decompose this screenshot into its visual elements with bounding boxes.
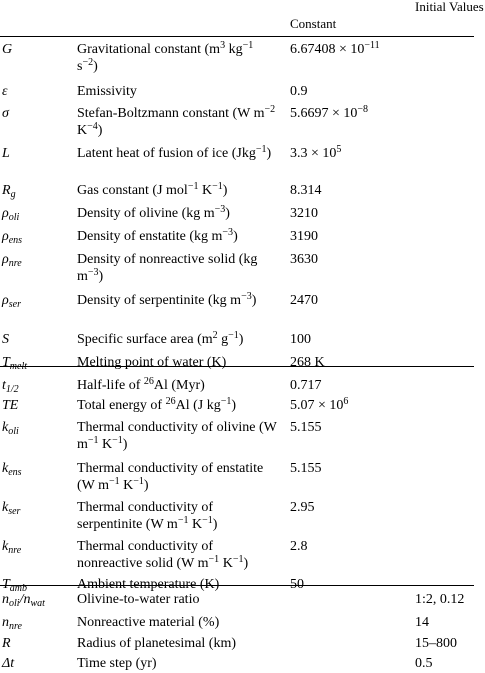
symbol-cell: $\rho_{oli}$ (2, 206, 20, 223)
description-cell: Latent heat of fusion of ice (Jkg$^{-1}$) (77, 144, 272, 161)
constant-cell: 268 K (290, 355, 325, 370)
description-cell: Thermal conductivity of olivine (W $m^{-1}$ $K^{-1}$) (77, 420, 277, 452)
symbol-cell: ε (2, 84, 8, 99)
description-cell: Stefan-Boltzmann constant (W $m^{-2}$ $K^{-4}$) (77, 104, 276, 138)
constant-cell: 3210 (290, 206, 318, 221)
constant-cell: $3.3 \times 10^5$ (290, 144, 342, 161)
header-initial-values: Initial Values (415, 0, 484, 14)
symbol-cell: $k_{ens}$ (2, 461, 22, 478)
symbol-cell: $n_{oli}/n_{wat}$ (2, 592, 45, 609)
constant-cell: 0.717 (290, 378, 322, 393)
constant-cell: $6.67408 \times 10^{-11}$ (290, 40, 380, 57)
constant-cell: 5.155 (290, 420, 322, 435)
constant-cell: $5.6697 \times 10^{-8}$ (290, 104, 369, 121)
initial-value-cell: 1:2, 0.12 (415, 592, 465, 607)
description-cell: Density of enstatite (kg $m^{-3}$) (77, 227, 238, 244)
description-cell: Density of olivine (kg $m^{-3}$) (77, 204, 230, 221)
symbol-cell: $T_{melt}$ (2, 355, 28, 372)
symbol-cell: $R_g$ (2, 183, 16, 200)
header-constant: Constant (290, 16, 337, 31)
constant-cell: 5.155 (290, 461, 322, 476)
symbol-cell: R (2, 636, 11, 651)
symbol-cell: $T_{amb}$ (2, 577, 28, 594)
constant-cell: 3190 (290, 229, 318, 244)
initial-value-cell: 15–800 (415, 636, 457, 651)
description-cell: Nonreactive material (%) (77, 615, 220, 630)
symbol-cell: $\rho_{nre}$ (2, 252, 22, 269)
symbol-cell: Δt (2, 656, 15, 671)
initial-value-cell: 14 (415, 615, 429, 630)
symbol-cell: $n_{nre}$ (2, 615, 22, 632)
symbol-cell: S (2, 332, 9, 347)
constant-cell: $5.07 \times 10^6$ (290, 396, 349, 413)
symbol-cell: L (2, 146, 10, 161)
symbol-cell: $k_{ser}$ (2, 500, 21, 517)
symbol-cell: $k_{oli}$ (2, 420, 19, 437)
constant-cell: 2.95 (290, 500, 315, 515)
description-cell: Radius of planetesimal (km) (77, 636, 237, 651)
symbol-cell: $k_{nre}$ (2, 539, 22, 556)
description-cell: Specific surface area ($m^2$ $g^{-1}$) (77, 330, 244, 347)
section-rule-2 (0, 585, 474, 586)
header-rule (0, 36, 474, 37)
symbol-cell: σ (2, 106, 9, 121)
description-cell: Gravitational constant ($m^3$ $kg^{-1}$ $s^{-2}$) (77, 40, 254, 74)
section-rule-1 (0, 366, 474, 367)
description-cell: Ambient temperature (K) (77, 577, 220, 592)
description-cell: Density of nonreactive solid (kg $m^{-3}$) (77, 252, 258, 284)
constant-cell: 3630 (290, 252, 318, 267)
description-cell: Thermal conductivity of nonreactive solid (W $m^{-1}$ $K^{-1}$) (77, 539, 249, 571)
symbol-cell: G (2, 42, 13, 57)
constant-cell: 0.9 (290, 84, 308, 99)
description-cell: Gas constant (J mol$^{-1}$ $K^{-1}$) (77, 181, 228, 198)
symbol-cell: $\rho_{ens}$ (2, 229, 23, 246)
description-cell: Olivine-to-water ratio (77, 592, 200, 607)
description-cell: Time step (yr) (77, 656, 157, 671)
description-cell: Emissivity (77, 84, 137, 99)
initial-value-cell: 0.5 (415, 656, 433, 671)
symbol-cell: $\rho_{ser}$ (2, 293, 21, 310)
description-cell: Total energy of $^{26}$Al (J $kg^{-1}$) (77, 396, 237, 413)
description-cell: Density of serpentinite (kg $m^{-3}$) (77, 291, 257, 308)
constant-cell: 8.314 (290, 183, 322, 198)
description-cell: Thermal conductivity of serpentinite (W $m^{-1}$ $K^{-1}$) (77, 500, 218, 532)
constant-cell: 2.8 (290, 539, 308, 554)
description-cell: Melting point of water (K) (77, 355, 227, 370)
constant-cell: 100 (290, 332, 311, 347)
symbol-cell: $t_{1/2}$ (2, 378, 19, 395)
constant-cell: 50 (290, 577, 304, 592)
description-cell: Thermal conductivity of enstatite (W $m^{-1}$ $K^{-1}$) (77, 461, 264, 493)
symbol-cell: TE (2, 398, 19, 413)
description-cell: Half-life of $^{26}$Al (Myr) (77, 376, 205, 393)
constant-cell: 2470 (290, 293, 318, 308)
